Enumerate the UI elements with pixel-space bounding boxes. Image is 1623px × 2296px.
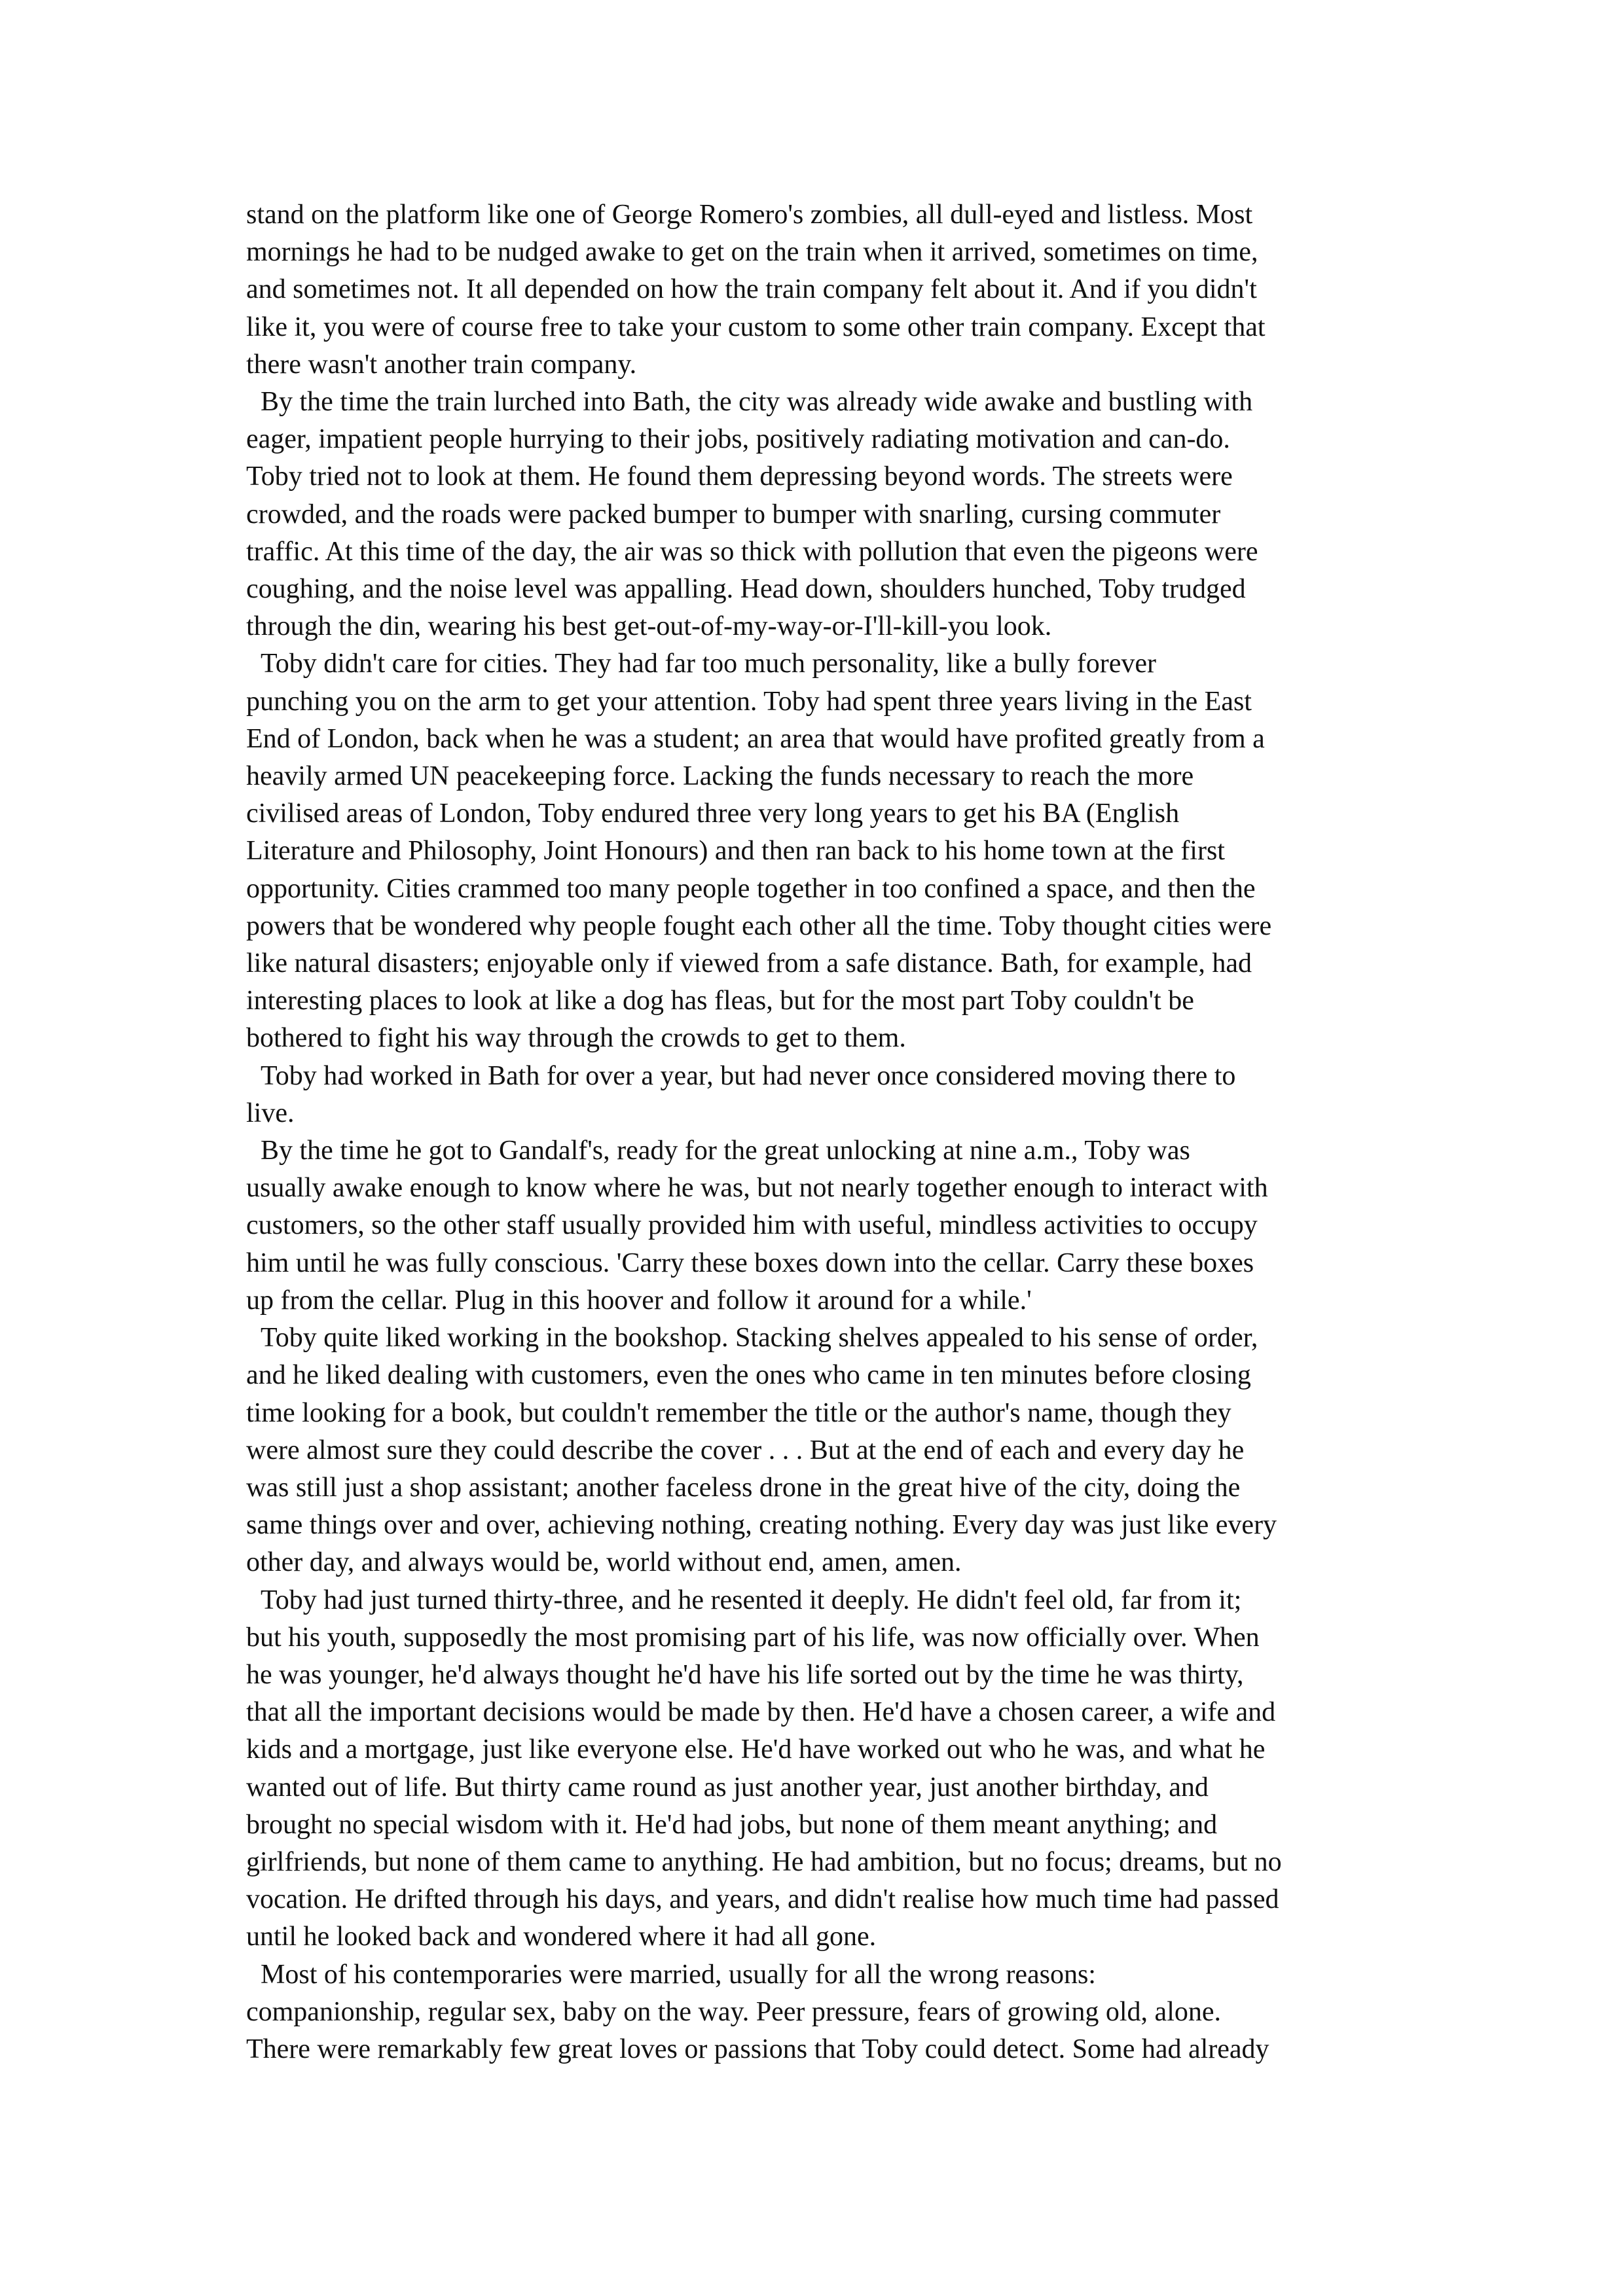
text-line: like natural disasters; enjoyable only if viewed from a safe distance. Bath, for example, had — [246, 948, 1252, 979]
paragraph — [246, 645, 1389, 1057]
text-line: and sometimes not. It all depended on how the train company felt about it. And if you didn't — [246, 274, 1257, 305]
paragraph — [246, 1132, 1389, 1319]
text-line: up from the cellar. Plug in this hoover and follow it around for a while.' — [246, 1285, 1032, 1316]
text-line: that all the important decisions would be made by then. He'd have a chosen career, a wife and — [246, 1697, 1276, 1728]
text-line: Toby had just turned thirty-three, and he resented it deeply. He didn't feel old, far from it; — [261, 1585, 1242, 1615]
paragraph — [246, 196, 1389, 384]
text-line: heavily armed UN peacekeeping force. Lacking the funds necessary to reach the more — [246, 761, 1194, 792]
paragraph — [246, 1956, 1389, 2069]
text-line: powers that be wondered why people fought each other all the time. Toby thought cities were — [246, 910, 1272, 941]
text-line: wanted out of life. But thirty came round as just another year, just another birthday, and — [246, 1772, 1209, 1803]
text-line: Toby quite liked working in the bookshop. Stacking shelves appealed to his sense of order, — [261, 1323, 1258, 1354]
text-line: and he liked dealing with customers, even the ones who came in ten minutes before closing — [246, 1360, 1251, 1391]
text-line: customers, so the other staff usually provided him with useful, mindless activities to occupy — [246, 1210, 1258, 1241]
text-line: until he looked back and wondered where it had all gone. — [246, 1922, 877, 1952]
text-line: End of London, back when he was a student; an area that would have profited greatly from a — [246, 723, 1265, 754]
text-line: Most of his contemporaries were married, usually for all the wrong reasons: — [261, 1959, 1096, 1990]
paragraph — [246, 384, 1389, 645]
text-line: was still just a shop assistant; another faceless drone in the great hive of the city, doing the — [246, 1472, 1241, 1503]
text-line: he was younger, he'd always thought he'd have his life sorted out by the time he was thirty, — [246, 1659, 1244, 1690]
text-line: By the time he got to Gandalf's, ready for the great unlocking at nine a.m., Toby was — [261, 1136, 1190, 1166]
text-line: were almost sure they could describe the cover . . . But at the end of each and every day he — [246, 1435, 1245, 1465]
text-line: through the din, wearing his best get-out-of-my-way-or-I'll-kill-you look. — [246, 611, 1052, 642]
text-line: civilised areas of London, Toby endured three very long years to get his BA (English — [246, 798, 1180, 829]
text-line: companionship, regular sex, baby on the way. Peer pressure, fears of growing old, alone. — [246, 1996, 1222, 2027]
text-line: but his youth, supposedly the most promising part of his life, was now officially over. When — [246, 1622, 1260, 1653]
text-line: him until he was fully conscious. 'Carry these boxes down into the cellar. Carry these boxes — [246, 1247, 1254, 1278]
text-line: Toby didn't care for cities. They had far too much personality, like a bully forever — [261, 649, 1157, 679]
paragraph — [246, 1582, 1389, 1956]
text-line: Literature and Philosophy, Joint Honours) and then ran back to his home town at the first — [246, 836, 1225, 867]
text-line: same things over and over, achieving nothing, creating nothing. Every day was just like every — [246, 1510, 1277, 1541]
text-line: There were remarkably few great loves or passions that Toby could detect. Some had already — [246, 2034, 1269, 2064]
text-line: stand on the platform like one of George Romero's zombies, all dull-eyed and listless. Most — [246, 200, 1253, 230]
text-line: girlfriends, but none of them came to anything. He had ambition, but no focus; dreams, but no — [246, 1846, 1282, 1877]
text-line: like it, you were of course free to take your custom to some other train company. Except that — [246, 312, 1266, 342]
text-line: interesting places to look at like a dog has fleas, but for the most part Toby couldn't be — [246, 986, 1194, 1016]
text-line: live. — [246, 1098, 295, 1128]
text-line: Toby tried not to look at them. He found them depressing beyond words. The streets were — [246, 461, 1233, 492]
text-line: mornings he had to be nudged awake to get on the train when it arrived, sometimes on time, — [246, 237, 1258, 268]
text-line: usually awake enough to know where he was, but not nearly together enough to interact with — [246, 1173, 1268, 1204]
text-line: traffic. At this time of the day, the air was so thick with pollution that even the pigeons were — [246, 536, 1258, 567]
text-line: opportunity. Cities crammed too many people together in too confined a space, and then the — [246, 873, 1256, 904]
paragraph — [246, 1319, 1389, 1581]
text-line: vocation. He drifted through his days, and years, and didn't realise how much time had passed — [246, 1884, 1279, 1915]
text-line: other day, and always would be, world without end, amen, amen. — [246, 1547, 962, 1578]
text-line: bothered to fight his way through the crowds to get to them. — [246, 1023, 906, 1054]
text-line: time looking for a book, but couldn't remember the title or the author's name, though they — [246, 1397, 1231, 1428]
text-line: punching you on the arm to get your attention. Toby had spent three years living in the East — [246, 686, 1252, 717]
text-line: kids and a mortgage, just like everyone else. He'd have worked out who he was, and what he — [246, 1734, 1266, 1765]
body-text — [246, 196, 1389, 2068]
paragraph — [246, 1058, 1389, 1132]
text-line: coughing, and the noise level was appalling. Head down, shoulders hunched, Toby trudged — [246, 574, 1246, 605]
text-line: By the time the train lurched into Bath, the city was already wide awake and bustling with — [261, 387, 1253, 418]
text-line: Toby had worked in Bath for over a year, but had never once considered moving there to — [261, 1060, 1236, 1091]
text-line: brought no special wisdom with it. He'd had jobs, but none of them meant anything; and — [246, 1809, 1218, 1840]
text-line: there wasn't another train company. — [246, 349, 637, 380]
text-line: eager, impatient people hurrying to their jobs, positively radiating motivation and can-do. — [246, 424, 1230, 455]
text-line: crowded, and the roads were packed bumper to bumper with snarling, cursing commuter — [246, 499, 1221, 529]
